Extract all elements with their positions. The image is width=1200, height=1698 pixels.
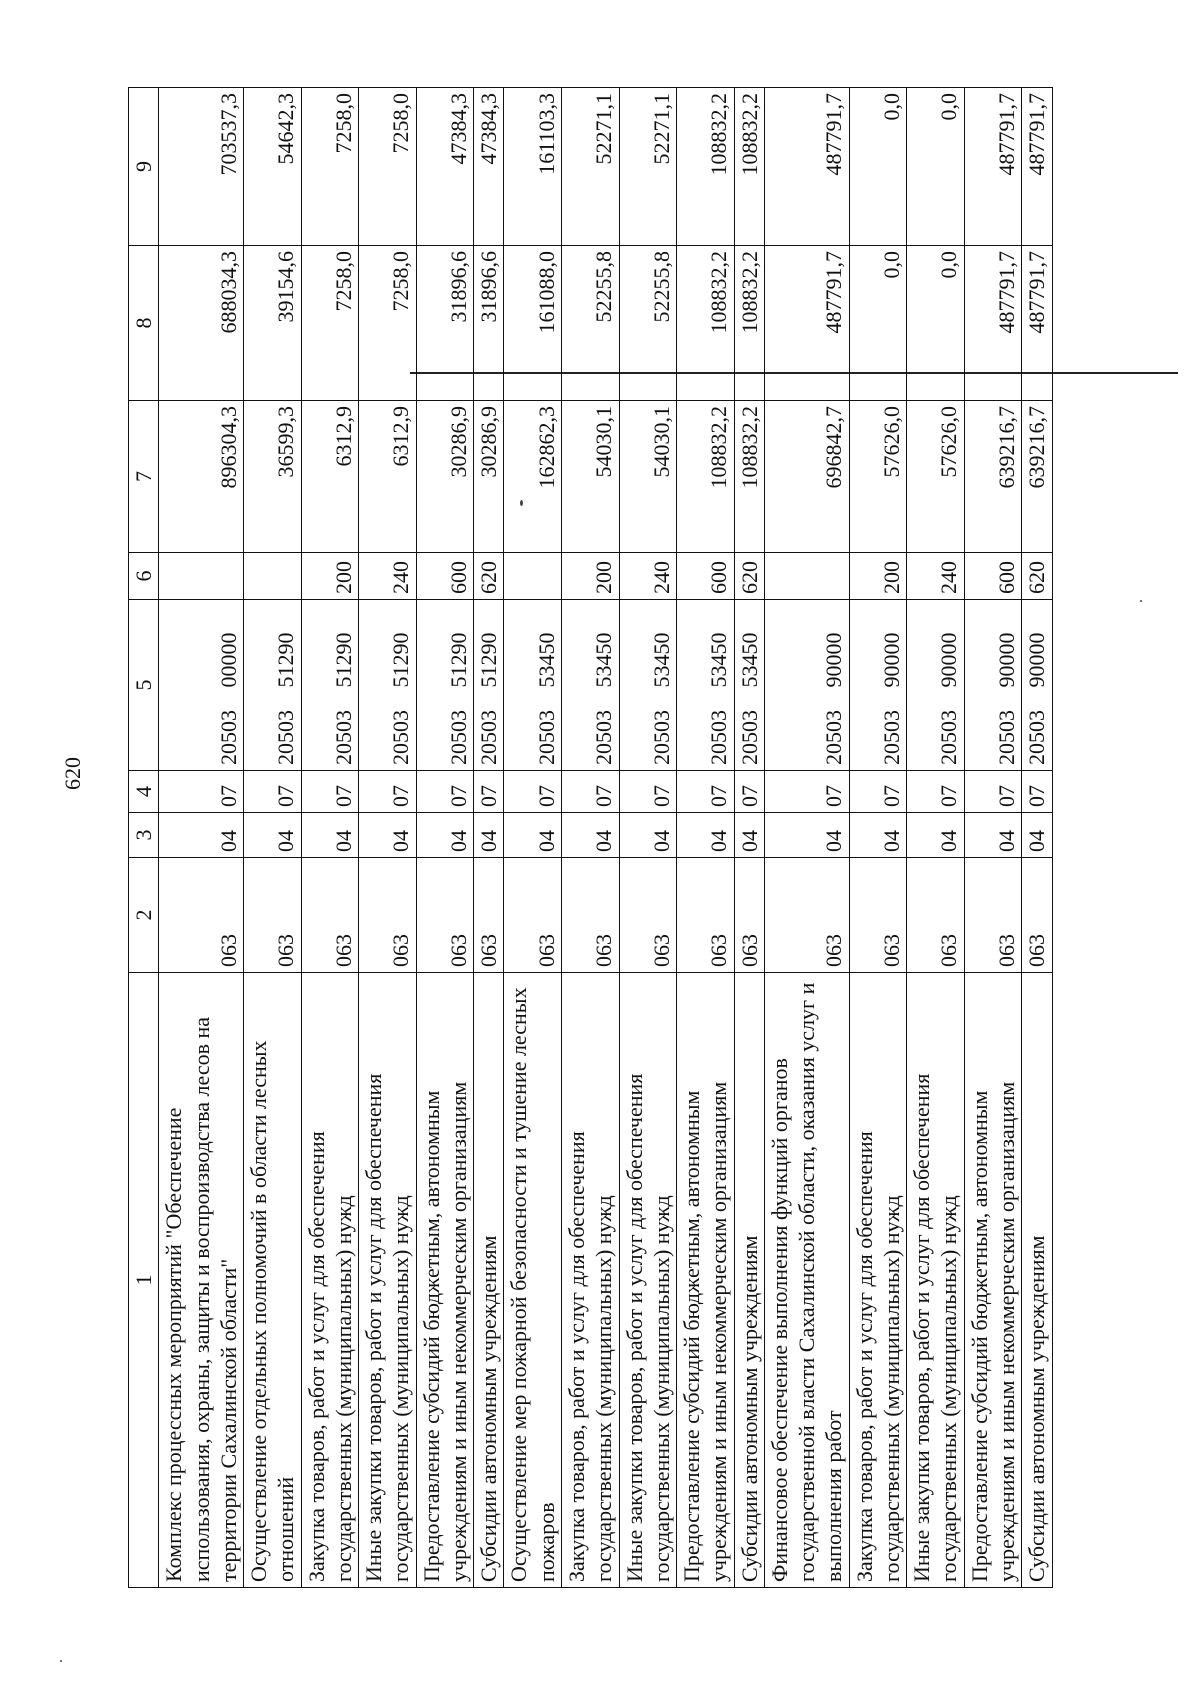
row-name-cell: Закупка товаров, работ и услуг для обеспечения государственных (муниципальных) нужд [301,973,359,1588]
chapter-code-cell: 063 [474,858,504,973]
target-article-program-cell: 20503 [619,693,677,771]
row-name-cell: Осуществление мер пожарной безопасности и тушение лесных пожаров [504,973,562,1588]
subsection-code-cell: 07 [1022,771,1052,813]
expense-type-cell: 620 [474,553,504,600]
target-article-program-cell: 20503 [244,693,302,771]
row-name-cell: Иные закупки товаров, работ и услуг для обеспечения государственных (муниципальных) нужд [907,973,965,1588]
expense-type-cell [764,553,849,600]
chapter-code-cell: 063 [244,858,302,973]
table-row [1022,88,1052,1588]
amount-col9-cell: 52271,1 [561,88,619,246]
row-name-cell: Предоставление субсидий бюджетным, автономным учреждениям и иным некоммерческим организациям [677,973,735,1588]
amount-col7-cell: 162862,3 [504,401,562,553]
table-row [504,88,562,1588]
amount-col9-cell: 108832,2 [734,88,764,246]
section-code-cell: 04 [359,813,417,858]
table-row [677,88,735,1588]
amount-col8-cell: 0,0 [907,246,965,401]
expense-type-cell: 600 [964,553,1022,600]
section-code-cell: 04 [301,813,359,858]
row-name-cell: Предоставление субсидий бюджетным, автономным учреждениям и иным некоммерческим организациям [964,973,1022,1588]
table-row [561,88,619,1588]
amount-col9-cell: 487791,7 [964,88,1022,246]
subsection-code-cell: 07 [907,771,965,813]
amount-col7-cell: 54030,1 [619,401,677,553]
section-code-cell: 04 [764,813,849,858]
header-col-8: 8 [129,246,159,401]
header-col-3: 3 [129,813,159,858]
amount-col8-cell: 688034,3 [159,246,244,401]
section-code-cell: 04 [734,813,764,858]
amount-col9-cell: 47384,3 [416,88,474,246]
subsection-code-cell: 07 [619,771,677,813]
section-code-cell: 04 [474,813,504,858]
amount-col7-cell: 57626,0 [849,401,907,553]
header-col-9: 9 [129,88,159,246]
section-code-cell: 04 [416,813,474,858]
target-article-direction-cell: 00000 [159,600,244,693]
amount-col7-cell: 57626,0 [907,401,965,553]
amount-col8-cell: 7258,0 [301,246,359,401]
amount-col7-cell: 696842,7 [764,401,849,553]
table-row [734,88,764,1588]
header-col-2: 2 [129,858,159,973]
table-row [416,88,474,1588]
target-article-direction-cell: 53450 [619,600,677,693]
amount-col9-cell: 7258,0 [359,88,417,246]
row-name-cell: Иные закупки товаров, работ и услуг для обеспечения государственных (муниципальных) нужд [619,973,677,1588]
amount-col7-cell: 896304,3 [159,401,244,553]
amount-col8-cell: 108832,2 [734,246,764,401]
table-row [764,88,849,1588]
target-article-program-cell: 20503 [964,693,1022,771]
expense-type-cell: 240 [619,553,677,600]
table-row [159,88,244,1588]
target-article-direction-cell: 51290 [416,600,474,693]
amount-col7-cell: 6312,9 [301,401,359,553]
subsection-code-cell: 07 [561,771,619,813]
row-name-cell: Закупка товаров, работ и услуг для обеспечения государственных (муниципальных) нужд [849,973,907,1588]
amount-col7-cell: 108832,2 [734,401,764,553]
target-article-direction-cell: 90000 [849,600,907,693]
amount-col9-cell: 487791,7 [1022,88,1052,246]
chapter-code-cell: 063 [159,858,244,973]
expense-type-cell: 240 [359,553,417,600]
subsection-code-cell: 07 [474,771,504,813]
chapter-code-cell: 063 [964,858,1022,973]
row-name-cell: Финансовое обеспечение выполнения функций органов государственной власти Сахалинской области, оказания услуг и выполнения работ [764,973,849,1588]
section-code-cell: 04 [964,813,1022,858]
subsection-code-cell: 07 [416,771,474,813]
subsection-code-cell: 07 [301,771,359,813]
subsection-code-cell: 07 [244,771,302,813]
target-article-program-cell: 20503 [561,693,619,771]
target-article-direction-cell: 90000 [764,600,849,693]
amount-col8-cell: 161088,0 [504,246,562,401]
target-article-direction-cell: 53450 [561,600,619,693]
amount-col8-cell: 31896,6 [474,246,504,401]
target-article-program-cell: 20503 [1022,693,1052,771]
table-row [474,88,504,1588]
subsection-code-cell: 07 [359,771,417,813]
amount-col9-cell: 54642,3 [244,88,302,246]
table-body [159,88,1052,1588]
amount-col8-cell: 52255,8 [561,246,619,401]
chapter-code-cell: 063 [764,858,849,973]
amount-col7-cell: 108832,2 [677,401,735,553]
amount-col9-cell: 0,0 [849,88,907,246]
header-col-4: 4 [129,771,159,813]
target-article-program-cell: 20503 [504,693,562,771]
row-name-cell: Субсидии автономным учреждениям [474,973,504,1588]
section-code-cell: 04 [1022,813,1052,858]
section-code-cell: 04 [907,813,965,858]
scan-speck [1140,600,1142,602]
table-row [849,88,907,1588]
section-code-cell: 04 [619,813,677,858]
expense-type-cell [159,553,244,600]
amount-col8-cell: 487791,7 [1022,246,1052,401]
target-article-direction-cell: 90000 [907,600,965,693]
amount-col8-cell: 0,0 [849,246,907,401]
scan-speck [60,1660,62,1662]
chapter-code-cell: 063 [359,858,417,973]
amount-col7-cell: 639216,7 [1022,401,1052,553]
target-article-program-cell: 20503 [301,693,359,771]
target-article-program-cell: 20503 [474,693,504,771]
table-row [301,88,359,1588]
target-article-program-cell: 20503 [764,693,849,771]
section-code-cell: 04 [244,813,302,858]
amount-col7-cell: 30286,9 [474,401,504,553]
target-article-program-cell: 20503 [159,693,244,771]
target-article-direction-cell: 51290 [244,600,302,693]
section-code-cell: 04 [159,813,244,858]
target-article-program-cell: 20503 [416,693,474,771]
chapter-code-cell: 063 [677,858,735,973]
chapter-code-cell: 063 [734,858,764,973]
header-col-6: 6 [129,553,159,600]
row-name-cell: Комплекс процессных мероприятий "Обеспечение использования, охраны, защиты и воспроизводства лесов на территории Сахалинской области" [159,973,244,1588]
header-col-1: 1 [129,973,159,1588]
amount-col9-cell: 161103,3 [504,88,562,246]
amount-col9-cell: 703537,3 [159,88,244,246]
amount-col8-cell: 487791,7 [764,246,849,401]
amount-col9-cell: 52271,1 [619,88,677,246]
subsection-code-cell: 07 [734,771,764,813]
amount-col9-cell: 47384,3 [474,88,504,246]
table-row [964,88,1022,1588]
chapter-code-cell: 063 [907,858,965,973]
target-article-program-cell: 20503 [849,693,907,771]
table-row [359,88,417,1588]
header-col-5: 5 [129,600,159,771]
amount-col9-cell: 0,0 [907,88,965,246]
target-article-direction-cell: 90000 [964,600,1022,693]
expense-type-cell: 600 [416,553,474,600]
row-name-cell: Закупка товаров, работ и услуг для обеспечения государственных (муниципальных) нужд [561,973,619,1588]
amount-col7-cell: 639216,7 [964,401,1022,553]
amount-col9-cell: 7258,0 [301,88,359,246]
subsection-code-cell: 07 [764,771,849,813]
amount-col8-cell: 7258,0 [359,246,417,401]
table-row [907,88,965,1588]
target-article-direction-cell: 53450 [677,600,735,693]
expense-type-cell [504,553,562,600]
section-code-cell: 04 [504,813,562,858]
row-name-cell: Иные закупки товаров, работ и услуг для обеспечения государственных (муниципальных) нужд [359,973,417,1588]
table-header-row [129,88,159,1588]
amount-col7-cell: 54030,1 [561,401,619,553]
target-article-program-cell: 20503 [359,693,417,771]
target-article-direction-cell: 53450 [734,600,764,693]
section-code-cell: 04 [561,813,619,858]
expense-type-cell [244,553,302,600]
amount-col8-cell: 487791,7 [964,246,1022,401]
amount-col7-cell: 36599,3 [244,401,302,553]
amount-col8-cell: 108832,2 [677,246,735,401]
table-row [619,88,677,1588]
target-article-direction-cell: 53450 [504,600,562,693]
target-article-direction-cell: 51290 [474,600,504,693]
subsection-code-cell: 07 [677,771,735,813]
row-name-cell: Субсидии автономным учреждениям [734,973,764,1588]
amount-col8-cell: 52255,8 [619,246,677,401]
chapter-code-cell: 063 [1022,858,1052,973]
chapter-code-cell: 063 [561,858,619,973]
rotated-table-container [128,88,1050,1588]
target-article-direction-cell: 51290 [301,600,359,693]
amount-col8-cell: 39154,6 [244,246,302,401]
subsection-code-cell: 07 [504,771,562,813]
row-name-cell: Субсидии автономным учреждениям [1022,973,1052,1588]
expense-type-cell: 240 [907,553,965,600]
chapter-code-cell: 063 [416,858,474,973]
amount-col7-cell: 30286,9 [416,401,474,553]
target-article-program-cell: 20503 [677,693,735,771]
amount-col9-cell: 487791,7 [764,88,849,246]
chapter-code-cell: 063 [504,858,562,973]
row-name-cell: Предоставление субсидий бюджетным, автономным учреждениям и иным некоммерческим организациям [416,973,474,1588]
target-article-direction-cell: 90000 [1022,600,1052,693]
row-name-cell: Осуществление отдельных полномочий в области лесных отношений [244,973,302,1588]
subsection-code-cell: 07 [159,771,244,813]
expense-type-cell: 600 [677,553,735,600]
expense-type-cell: 200 [561,553,619,600]
expense-type-cell: 620 [734,553,764,600]
table-row [244,88,302,1588]
expense-type-cell: 620 [1022,553,1052,600]
expense-type-cell: 200 [849,553,907,600]
amount-col8-cell: 31896,6 [416,246,474,401]
target-article-program-cell: 20503 [734,693,764,771]
header-col-7: 7 [129,401,159,553]
amount-col9-cell: 108832,2 [677,88,735,246]
chapter-code-cell: 063 [849,858,907,973]
budget-table [128,87,1053,1588]
amount-col7-cell: 6312,9 [359,401,417,553]
subsection-code-cell: 07 [849,771,907,813]
section-code-cell: 04 [849,813,907,858]
target-article-direction-cell: 51290 [359,600,417,693]
expense-type-cell: 200 [301,553,359,600]
chapter-code-cell: 063 [619,858,677,973]
subsection-code-cell: 07 [964,771,1022,813]
chapter-code-cell: 063 [301,858,359,973]
page-number: 620 [60,757,85,790]
section-code-cell: 04 [677,813,735,858]
target-article-program-cell: 20503 [907,693,965,771]
